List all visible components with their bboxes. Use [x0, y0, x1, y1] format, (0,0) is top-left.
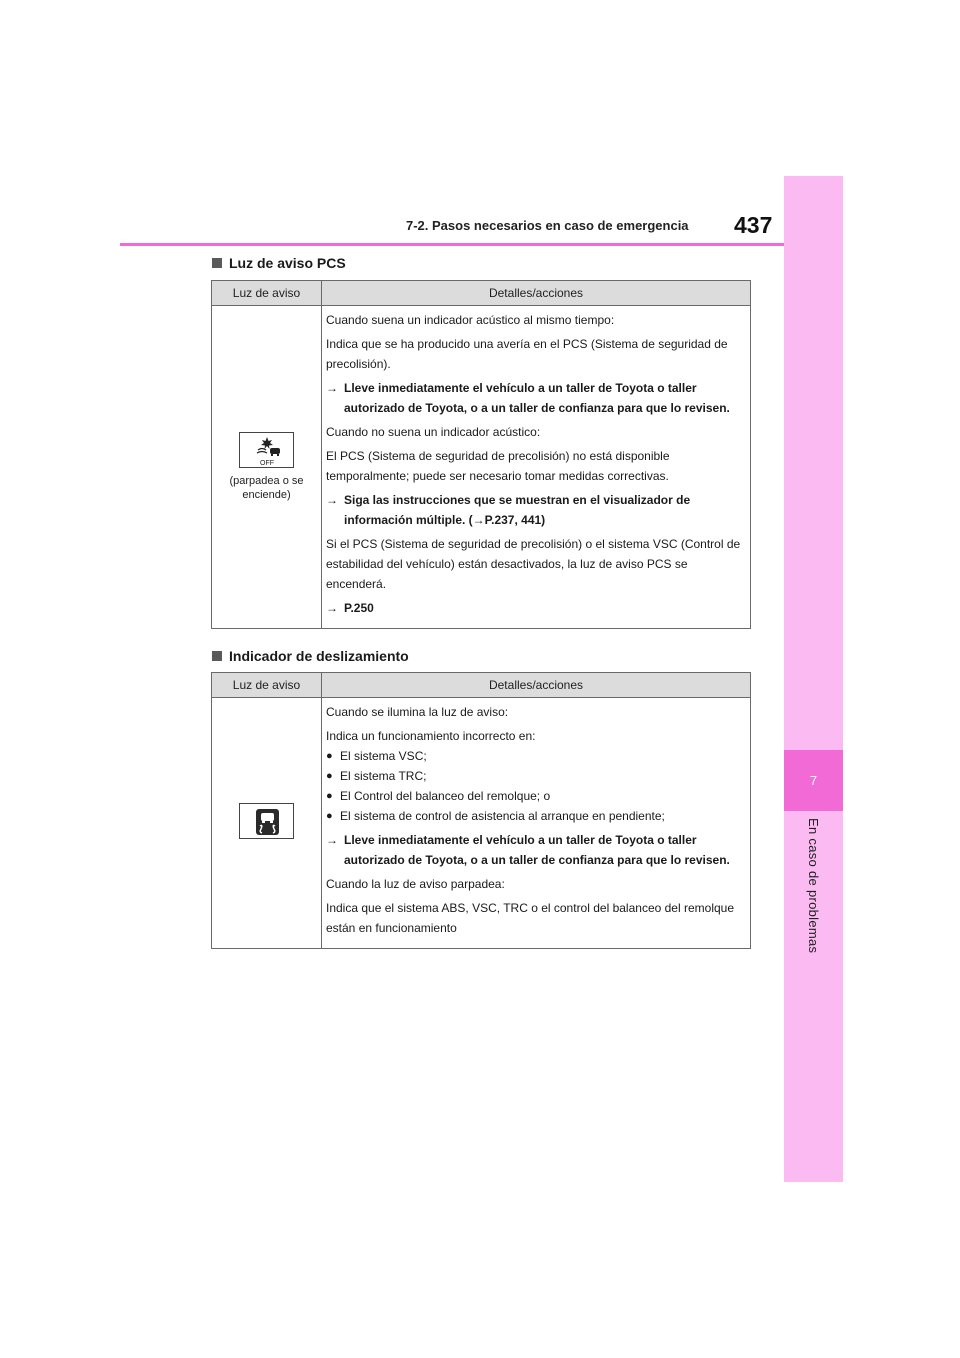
bullet-icon: ●	[326, 810, 333, 822]
icon-cell	[212, 306, 322, 629]
details-cell	[322, 698, 751, 949]
list-item: ● El sistema de control de asistencia al arranque en pendiente;	[326, 806, 744, 826]
detail-text: Cuando no suena un indicador acústico:	[326, 425, 541, 439]
slip-heading: Indicador de deslizamiento	[212, 648, 409, 664]
details-cell	[322, 306, 751, 629]
table-header-row	[212, 673, 751, 698]
arrow-icon: →	[326, 381, 338, 395]
icon-caption: (parpadea o se enciende)	[229, 475, 304, 501]
pcs-table	[211, 280, 751, 629]
icon-cell	[212, 698, 322, 949]
detail-text: El PCS (Sistema de seguridad de precolisión) no está disponible temporalmente; puede ser necesario tomar medidas correctivas.	[326, 449, 670, 483]
bullet-icon: ●	[326, 790, 333, 802]
header-divider	[120, 243, 784, 246]
chapter-side-tab	[784, 176, 843, 1182]
chapter-label: En caso de problemas	[806, 818, 821, 954]
chapter-number: 7	[784, 750, 843, 811]
detail-text: Si el PCS (Sistema de seguridad de precolisión) o el sistema VSC (Control de estabilidad del vehículo) están desactivados, la luz de aviso PCS se encenderá.	[326, 537, 741, 591]
col-header-light: Luz de aviso	[212, 673, 322, 698]
list-item: ● El sistema VSC;	[326, 746, 744, 766]
slip-indicator-icon	[239, 803, 294, 839]
table-header-row	[212, 281, 751, 306]
action-line: → Lleve inmediatamente el vehículo a un taller de Toyota o taller autorizado de Toyota, o a un taller de confianza para que lo revisen.	[326, 378, 744, 418]
arrow-icon: →	[326, 833, 338, 847]
list-item: ● El Control del balanceo del remolque; o	[326, 786, 744, 806]
table-row	[212, 306, 751, 629]
arrow-icon: →	[326, 493, 338, 507]
detail-text: Indica que el sistema ABS, VSC, TRC o el control del balanceo del remolque están en funcionamiento	[326, 901, 734, 935]
pcs-off-warning-icon	[239, 432, 294, 468]
section-title: 7-2. Pasos necesarios en caso de emergencia	[406, 218, 689, 233]
col-header-details: Detalles/acciones	[322, 673, 751, 698]
action-line: → P.250	[326, 598, 744, 618]
arrow-icon: →	[326, 601, 338, 615]
action-line: → Siga las instrucciones que se muestran en el visualizador de información múltiple. (→P.237, 441)	[326, 490, 744, 530]
heading-square-icon	[212, 651, 222, 661]
table-row	[212, 698, 751, 949]
detail-text: Indica que se ha producido una avería en el PCS (Sistema de seguridad de precolisión).	[326, 337, 728, 371]
bullet-icon: ●	[326, 750, 333, 762]
page-number: 437	[734, 212, 773, 238]
pcs-heading: Luz de aviso PCS	[212, 255, 346, 271]
list-item: ● El sistema TRC;	[326, 766, 744, 786]
col-header-light: Luz de aviso	[212, 281, 322, 306]
svg-text:OFF: OFF	[260, 460, 274, 467]
detail-text: Cuando la luz de aviso parpadea:	[326, 877, 505, 891]
detail-text: Cuando se ilumina la luz de aviso:	[326, 705, 509, 719]
detail-text: Cuando suena un indicador acústico al mismo tiempo:	[326, 313, 615, 327]
col-header-details: Detalles/acciones	[322, 281, 751, 306]
detail-text: Indica un funcionamiento incorrecto en:	[326, 729, 536, 743]
action-line: → Lleve inmediatamente el vehículo a un taller de Toyota o taller autorizado de Toyota, o a un taller de confianza para que lo revisen.	[326, 830, 744, 870]
heading-square-icon	[212, 258, 222, 268]
slip-table	[211, 672, 751, 949]
bullet-icon: ●	[326, 770, 333, 782]
